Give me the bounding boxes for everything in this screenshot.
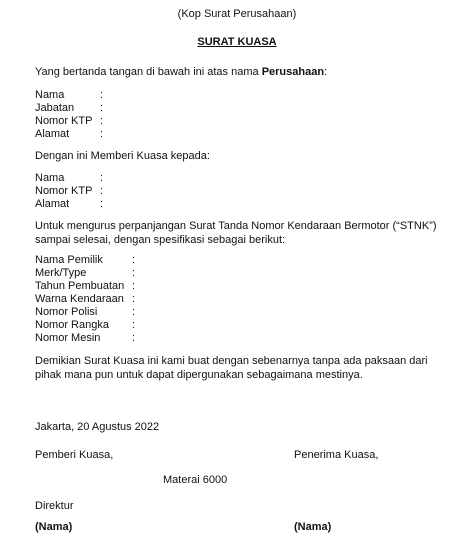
field-colon: : bbox=[132, 332, 136, 344]
giver-position: Direktur bbox=[35, 500, 74, 512]
field-label: Nama Pemilik bbox=[35, 254, 103, 266]
field-label: Nomor Polisi bbox=[35, 306, 98, 318]
field-colon: : bbox=[100, 198, 104, 210]
intro-line bbox=[35, 66, 327, 79]
field-colon: : bbox=[100, 102, 104, 114]
field-label: Nama bbox=[35, 89, 65, 101]
stamp-duty-note: Materai 6000 bbox=[163, 474, 228, 486]
field-label: Alamat bbox=[35, 198, 70, 210]
field-label: Alamat bbox=[35, 128, 70, 140]
field-label: Warna Kendaraan bbox=[35, 293, 124, 305]
receiver-name-placeholder: (Nama) bbox=[294, 521, 332, 533]
giver-signature-label: Pemberi Kuasa, bbox=[35, 449, 114, 461]
intro-colon: : bbox=[324, 66, 328, 78]
field-colon: : bbox=[132, 306, 136, 318]
letterhead-placeholder: (Kop Surat Perusahaan) bbox=[177, 8, 297, 20]
field-label: Nama bbox=[35, 172, 65, 184]
field-label: Jabatan bbox=[35, 102, 75, 114]
field-colon: : bbox=[132, 293, 136, 305]
field-label: Nomor KTP bbox=[35, 115, 93, 127]
intro-company: Perusahaan bbox=[261, 66, 325, 78]
letter-title: SURAT KUASA bbox=[197, 36, 277, 48]
giver-name-placeholder: (Nama) bbox=[35, 521, 73, 533]
closing-paragraph: Demikian Surat Kuasa ini kami buat dengan sebenarnya tanpa ada paksaan dari pihak mana pun untuk dapat dipergunakan sebagaimana mestinya. bbox=[35, 355, 428, 381]
field-colon: : bbox=[132, 254, 136, 266]
receiver-signature-label: Penerima Kuasa, bbox=[294, 449, 379, 461]
field-label: Tahun Pembuatan bbox=[35, 280, 125, 292]
intro-text: Yang bertanda tangan di bawah ini atas nama bbox=[35, 66, 262, 78]
grant-line: Dengan ini Memberi Kuasa kepada: bbox=[35, 150, 210, 162]
field-colon: : bbox=[100, 89, 104, 101]
field-label: Nomor KTP bbox=[35, 185, 93, 197]
field-label: Nomor Mesin bbox=[35, 332, 101, 344]
field-colon: : bbox=[132, 280, 136, 292]
place-date: Jakarta, 20 Agustus 2022 bbox=[35, 421, 160, 433]
field-colon: : bbox=[132, 319, 136, 331]
purpose-paragraph: Untuk mengurus perpanjangan Surat Tanda Nomor Kendaraan Bermotor (“STNK”) sampai selesai, dengan spesifikasi sebagai berikut: bbox=[35, 220, 437, 246]
field-colon: : bbox=[100, 185, 104, 197]
field-colon: : bbox=[100, 128, 104, 140]
field-label: Nomor Rangka bbox=[35, 319, 109, 331]
field-label: Merk/Type bbox=[35, 267, 87, 279]
field-colon: : bbox=[100, 172, 104, 184]
field-colon: : bbox=[100, 115, 104, 127]
field-colon: : bbox=[132, 267, 136, 279]
